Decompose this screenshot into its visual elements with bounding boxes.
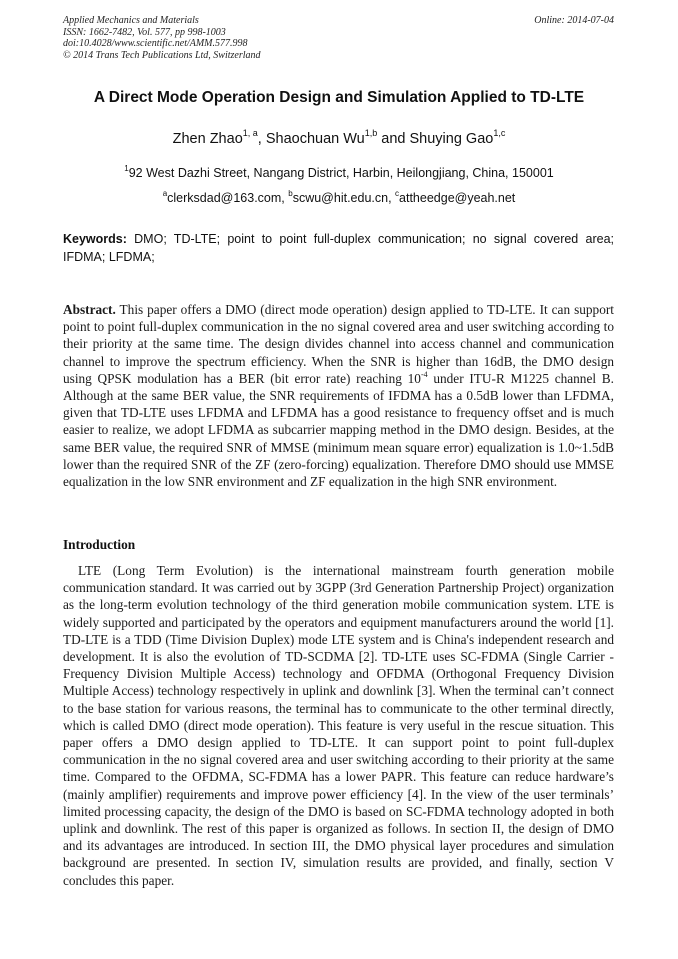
online-date: Online: 2014-07-04 (534, 15, 614, 26)
affiliation-mark: 1 (124, 164, 129, 173)
keywords-text: DMO; TD-LTE; point to point full-duplex communication; no signal covered area; IFDMA; LFDMA; (63, 232, 614, 264)
keywords (63, 230, 614, 266)
author-name: Shuying Gao (409, 131, 494, 147)
issn-line: ISSN: 1662-7482, Vol. 577, pp 998-1003 (63, 26, 226, 38)
email-address: attheedge@yeah.net (399, 191, 516, 205)
author-affil-mark: 1,b (364, 128, 378, 138)
author-list (40, 128, 638, 147)
affiliation (40, 166, 638, 180)
author-affil-mark: 1,c (493, 128, 506, 138)
email-list (40, 191, 638, 205)
doi-line: doi:10.4028/www.scientific.net/AMM.577.998 (63, 38, 248, 50)
keywords-label: Keywords: (63, 232, 127, 246)
email-separator: , (388, 191, 396, 205)
abstract-label: Abstract. (63, 302, 116, 317)
affiliation-text: 92 West Dazhi Street, Nangang District, Harbin, Heilongjiang, China, 150001 (128, 166, 554, 180)
abstract (63, 301, 614, 490)
abstract-text-continued: under ITU-R M1225 channel B. Although at the same BER value, the SNR requirements of IFDMA has a 0.5dB lower than LFDMA, given that TD-LTE uses LFDMA and LFDMA has a good resistance to frequency offset and is much easier to realize, we adopt LFDMA as subcarrier mapping method in the DMO design. Besides, at the same BER value, the required SNR of MMSE (minimum mean square error) equalization is 1.0~1.5dB lower than the required SNR of the ZF (zero-forcing) equalization. Therefore DMO should use MMSE equalization in the low SNR environment and ZF equalization in the high SNR environment. (63, 370, 614, 490)
email-address: scwu@hit.edu.cn (292, 191, 389, 205)
email-address: clerksdad@163.com (167, 191, 282, 205)
abstract-exponent: -4 (420, 369, 428, 379)
section-heading-introduction: Introduction (63, 537, 136, 552)
email-mark: c (395, 189, 400, 198)
email-separator: , (281, 191, 289, 205)
journal-name: Applied Mechanics and Materials (63, 15, 199, 26)
paper-title: A Direct Mode Operation Design and Simulation Applied to TD-LTE (93, 89, 585, 106)
author-name: Zhen Zhao (172, 131, 243, 147)
author-separator: , (257, 131, 266, 147)
author-name: Shaochuan Wu (265, 131, 365, 147)
email-mark: b (288, 189, 293, 198)
introduction-paragraph: LTE (Long Term Evolution) is the international mainstream fourth generation mobile communication standard. It was carried out by 3GPP (3rd Generation Partnership Project) organization as the long-term evolution technology of the third generation mobile communication system. LTE is widely supported and participated by the operators and equipment manufacturers around the world [1]. TD-LTE is a TDD (Time Division Duplex) mode LTE system and is China's independent research and development. It is also the evolution of TD-SCDMA [2]. TD-LTE uses SC-FDMA (Single Carrier - Frequency Division Multiple Access) technology and OFDMA (Orthogonal Frequency Division Multiple Access) technology respectively in uplink and downlink [3]. When the terminal can’t connect to the base station for various reasons, the terminal has to communicate to the other terminal directly, which is called DMO (direct mode operation). This feature is very useful in the rescue situation. This paper offers a DMO design applied to TD-LTE. It can support point to point full-duplex communication in the no signal covered area and user switching according to their priority at the same time. Compared to the OFDMA, SC-FDMA has a lower PAPR. This feature can reduce hardware’s (mainly amplifier) requirements and improve power efficiency [4]. In the view of the user terminals’ limited processing capacity, the design of the DMO is based on SC-FDMA technology adopted in both uplink and downlink. The rest of this paper is organized as follows. In section II, the design of DMO and its advantages are introduced. In section III, the DMO physical layer procedures and simulation background are presented. In section IV, simulation results are provided, and finally, section V concludes this paper. (63, 563, 614, 888)
journal-header (63, 15, 261, 61)
author-separator: and (377, 131, 410, 147)
copyright-line: © 2014 Trans Tech Publications Ltd, Switzerland (63, 49, 261, 61)
author-affil-mark: 1, a (242, 128, 258, 138)
email-mark: a (162, 189, 168, 198)
abstract-text: This paper offers a DMO (direct mode operation) design applied to TD-LTE. It can support point to point full-duplex communication in the no signal covered area and user switching according to their priority at the same time. The design divides channel into access channel and communication channel to improve the spectrum efficiency. When the SNR is higher than 16dB, the DMO design using QPSK modulation has a BER (bit error rate) reaching 10 (63, 302, 614, 386)
